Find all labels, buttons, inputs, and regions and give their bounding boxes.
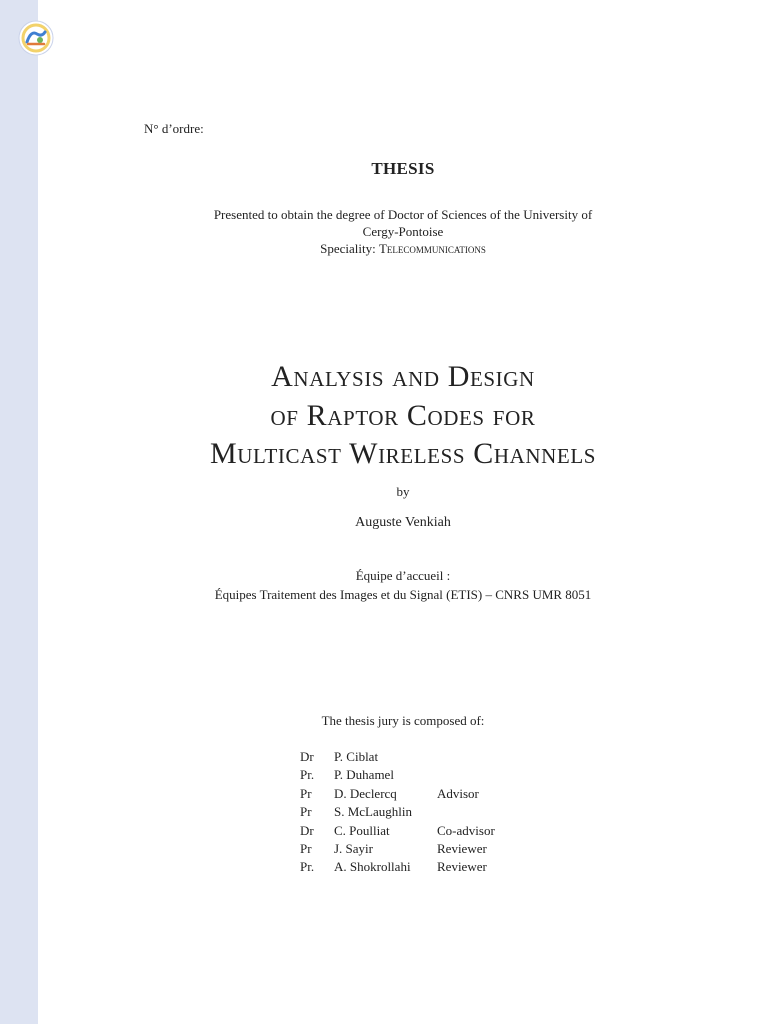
degree-statement-line-1: Presented to obtain the degree of Doctor of Sciences of the University of xyxy=(213,207,593,222)
jury-member-role: Advisor xyxy=(437,785,479,801)
speciality-value: Telecommunications xyxy=(378,241,486,256)
host-team xyxy=(38,566,768,604)
jury-member-title: Pr. xyxy=(300,767,315,783)
side-band xyxy=(0,0,38,1024)
jury-member xyxy=(300,840,527,858)
jury-member-role: Reviewer xyxy=(437,859,487,875)
speciality-line xyxy=(38,240,768,257)
jury-member xyxy=(300,748,527,766)
jury-member xyxy=(300,822,527,840)
title-page xyxy=(38,0,768,1024)
degree-statement xyxy=(38,206,768,257)
thesis-title-line-2: of Raptor Codes for xyxy=(270,398,536,432)
jury-member-name: J. Sayir xyxy=(334,840,373,856)
jury-member-title: Dr xyxy=(300,822,314,838)
by-label: by xyxy=(396,484,410,499)
jury-member xyxy=(300,785,527,803)
jury-member-name: P. Duhamel xyxy=(334,767,394,783)
jury-member-title: Pr. xyxy=(300,859,315,875)
jury-member-name: C. Poulliat xyxy=(334,822,390,838)
host-team-value: Équipes Traitement des Images et du Signal (ETIS) – CNRS UMR 8051 xyxy=(214,587,592,602)
jury-member xyxy=(300,858,527,876)
thesis-title-line-3: Multicast Wireless Channels xyxy=(209,437,597,470)
jury-member-title: Pr xyxy=(300,804,312,820)
thesis-heading: THESIS xyxy=(371,159,435,178)
jury-member-title: Pr xyxy=(300,840,312,856)
jury-member-title: Pr xyxy=(300,785,312,801)
speciality-label: Speciality: xyxy=(320,241,376,256)
jury-member-name: P. Ciblat xyxy=(334,749,379,764)
author-name: Auguste Venkiah xyxy=(355,515,451,530)
jury-member-title: Dr xyxy=(300,749,314,764)
thesis-title-line-1: Analysis and Design xyxy=(271,360,535,393)
jury-member xyxy=(300,766,527,784)
jury-intro: The thesis jury is composed of: xyxy=(321,713,485,728)
jury-member-name: D. Declercq xyxy=(334,785,397,801)
jury-member xyxy=(300,803,527,821)
jury-member-name: S. McLaughlin xyxy=(334,804,412,820)
jury-list xyxy=(300,748,527,877)
order-number-label: N° d’ordre: xyxy=(144,121,204,136)
jury-member-name: A. Shokrollahi xyxy=(334,859,411,875)
jury-member-role: Co-advisor xyxy=(437,822,495,838)
thesis-title xyxy=(38,358,768,474)
host-team-label: Équipe d’accueil : xyxy=(355,568,451,583)
jury-member-role: Reviewer xyxy=(437,840,487,856)
degree-statement-line-2: Cergy-Pontoise xyxy=(362,224,444,239)
